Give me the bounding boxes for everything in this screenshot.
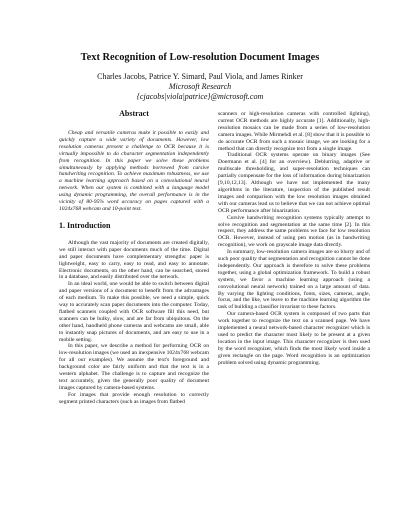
body-paragraph: scanners or high-resolution cameras with controlled lighting), current OCR methods are highly accurate [1]. Additionally, high-resolution mosaics can be made from a series of low-resolution camera images. While Mirmehdi et al. [8] show that it is possible to do accurate OCR from such a mosaic image, we are looking for a method that can directly recognize text from a single image. xyxy=(218,111,370,152)
introduction-heading: 1. Introduction xyxy=(59,220,111,230)
author-email: {cjacobs|viola|patrice}@microsoft.com xyxy=(136,92,264,101)
body-paragraph: Cursive handwriting recognition systems typically attempt to solve recognition and segmentation at the same time [2]. In this respect, they address the same problems we face for low resolution OCR. However, instead of using pen motion (as in handwriting recognition), we work on grayscale image data directly. xyxy=(218,214,370,249)
author-list: Charles Jacobs, Patrice Y. Simard, Paul Viola, and James Rinker xyxy=(97,72,303,81)
left-column xyxy=(59,109,209,406)
intro-paragraph: In an ideal world, one would be able to switch between digital and paper versions of a document to benefit from the advantages of each medium. To make this possible, we need a simple, quick way to accurately scan paper documents into the computer. Today, flatbed scanners coupled with OCR software fill this need, but scanners can be bulky, slow, and are far from ubiquitous. On the other hand, handheld phone cameras and webcams are small, able to instantly snap pictures of documents, and are easy to use in a mobile setting. xyxy=(59,281,209,343)
affiliation: Microsoft Research xyxy=(168,82,232,91)
abstract-heading: Abstract xyxy=(119,109,149,118)
paper-title: Text Recognition of Low-resolution Document Images xyxy=(80,52,320,63)
intro-paragraph: Although the vast majority of documents are created digitally, we still interact with paper documents much of the time. Digital and paper documents have complementary strengths: paper is lightweight, easy to carry, easy to read, and easy to annotate. Electronic documents, on the other hand, can be searched, stored in a database, and easily distributed over the network. xyxy=(59,239,209,281)
intro-paragraph: In this paper, we describe a method for performing OCR on low-resolution images (we used an inexpensive 1024x768 webcam for all our examples). We assume the text's foreground and background color are fairly uniform and that the text is in a western alphabet. The challenge is to capture and recognize the text accurately, given the generally poor quality of document images captured by camera-based systems. xyxy=(59,343,209,391)
body-paragraph: In summary, low-resolution camera images are so blurry and of such poor quality that segmentation and recognition cannot be done independently. Our approach is therefore to solve these problems together, using a global optimization framework. To build a robust system, we favor a machine learning approach (using a convolutional neural network) trained on a large amount of data. By varying the lighting conditions, fonts, sizes, cameras, angle, focus, and the like, we leave to the machine learning algorithm the task of building a classifier invariant to these factors. xyxy=(218,249,370,311)
body-paragraph: Our camera-based OCR system is composed of two parts that work together to recognize the text on a scanned page. We have implemented a neural network-based character recognizer which is used to predict the character most likely to be present at a given location in the input image. This character recognizer is then used by the word recognizer, which finds the most likely word inside a given rectangle on the page. Word recognition is an optimization problem solved using dynamic programming. xyxy=(218,311,370,366)
abstract-text: Cheap and versatile cameras make it possible to easily and quickly capture a wide variety of documents. However, low resolution cameras present a challenge to OCR because it is virtually impossible to do character segmentation independently from recognition. In this paper we solve these problems simultaneously by applying methods borrowed from cursive handwriting recognition. To achieve maximum robustness, we use a machine learning approach based on a convolutional neural network. When our system is combined with a language model using dynamic programming, the overall performance is in the vicinity of 80-95% word accuracy on pages captured with a 1024x768 webcam and 10-point text. xyxy=(59,130,209,212)
intro-paragraph: For images that provide enough resolution to correctly segment printed characters (such as images from flatbed xyxy=(59,391,209,405)
right-column xyxy=(218,111,370,367)
body-paragraph: Traditional OCR systems operate on binary images (See Doermann et al. [4] for an overview). Deblurring, adaptive or multiscale thresholding, and super-resolution techniques can partially compensate for the loss of information during binarization [9,10,12,13]. Although we have not implemented the many algorithms in the literature, inspection of the published result images and comparison with the low resolution images obtained with our cameras lead us to believe that we can not achieve optimal OCR performance after binarization. xyxy=(218,152,370,214)
